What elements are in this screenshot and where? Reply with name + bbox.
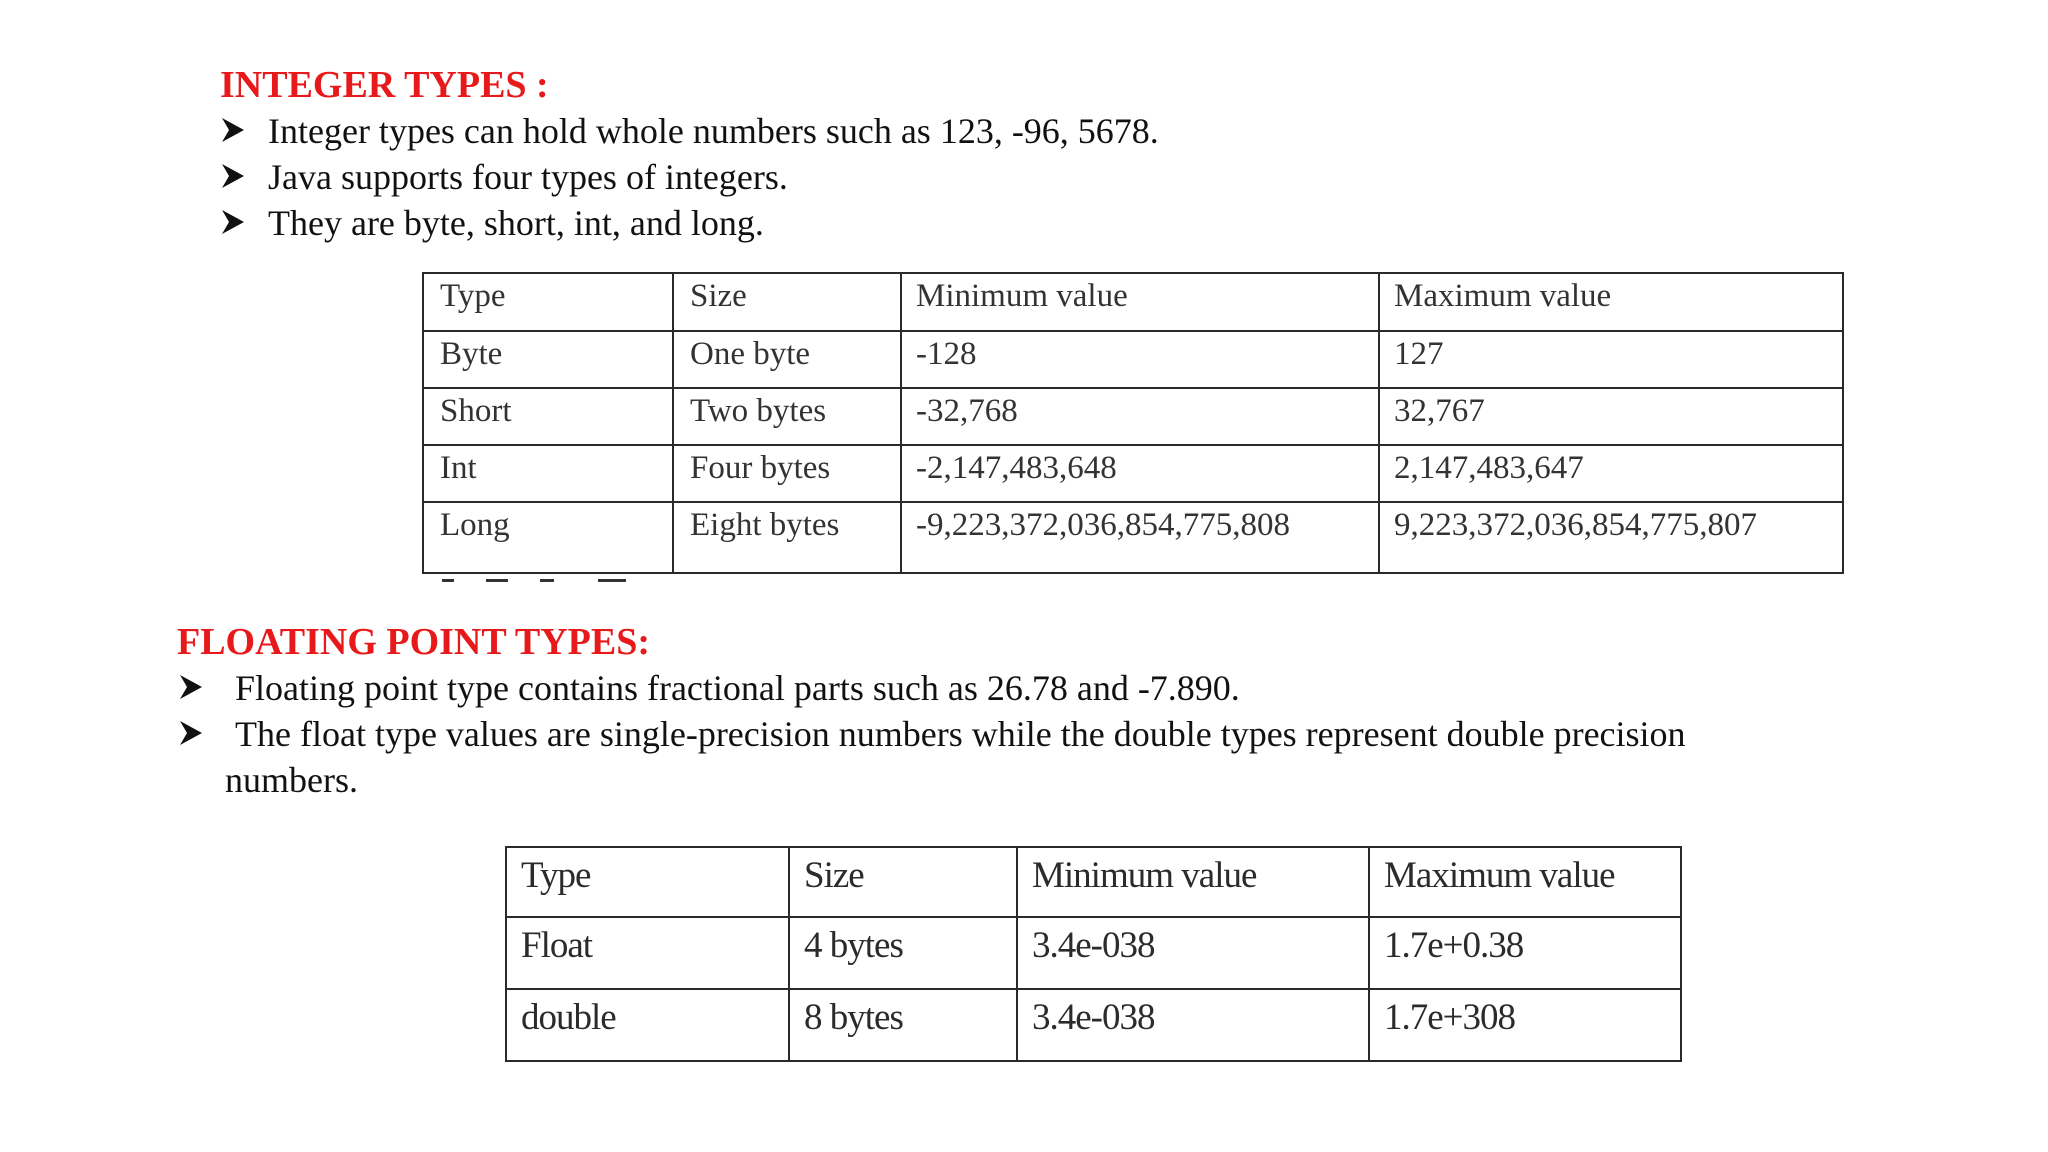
floating-point-types-heading: FLOATING POINT TYPES: xyxy=(177,621,650,663)
cropped-text-fragment xyxy=(486,579,508,582)
table-row xyxy=(423,331,1843,388)
arrowhead-bullet-icon xyxy=(222,164,244,188)
table-cell: 8 bytes xyxy=(789,989,1017,1061)
table-cell: -9,223,372,036,854,775,808 xyxy=(901,502,1379,573)
table-row xyxy=(423,445,1843,502)
float-bullet-2-continuation: numbers. xyxy=(225,760,358,800)
integer-bullet-2: Java supports four types of integers. xyxy=(268,157,788,197)
arrowhead-bullet-icon xyxy=(180,675,202,699)
table-row xyxy=(423,502,1843,573)
integer-bullet-1: Integer types can hold whole numbers such as 123, -96, 5678. xyxy=(268,111,1159,151)
table-header-row xyxy=(506,847,1681,917)
table-row xyxy=(506,989,1681,1061)
header-cell: Maximum value xyxy=(1379,273,1843,331)
cropped-text-fragment xyxy=(442,579,454,582)
table-cell: 3.4e-038 xyxy=(1017,989,1369,1061)
table-cell: 2,147,483,647 xyxy=(1379,445,1843,502)
table-cell: 127 xyxy=(1379,331,1843,388)
table-cell: Four bytes xyxy=(673,445,901,502)
integer-types-heading: INTEGER TYPES : xyxy=(220,64,549,106)
integer-types-table xyxy=(422,272,1844,574)
cropped-text-fragment xyxy=(598,579,626,582)
arrowhead-bullet-icon xyxy=(222,210,244,234)
table-cell: -32,768 xyxy=(901,388,1379,445)
table-cell: Float xyxy=(506,917,789,989)
header-cell: Type xyxy=(423,273,673,331)
table-header-row xyxy=(423,273,1843,331)
table-cell: 1.7e+0.38 xyxy=(1369,917,1681,989)
float-bullet-2: The float type values are single-precision numbers while the double types represent double precision xyxy=(235,714,1686,754)
table-cell: 9,223,372,036,854,775,807 xyxy=(1379,502,1843,573)
header-cell: Size xyxy=(789,847,1017,917)
table-row xyxy=(423,388,1843,445)
header-cell: Size xyxy=(673,273,901,331)
table-cell: -2,147,483,648 xyxy=(901,445,1379,502)
table-cell: -128 xyxy=(901,331,1379,388)
table-cell: Two bytes xyxy=(673,388,901,445)
header-cell: Maximum value xyxy=(1369,847,1681,917)
table-cell: 32,767 xyxy=(1379,388,1843,445)
table-cell: Byte xyxy=(423,331,673,388)
arrowhead-bullet-icon xyxy=(222,118,244,142)
table-cell: One byte xyxy=(673,331,901,388)
header-cell: Minimum value xyxy=(901,273,1379,331)
table-cell: Short xyxy=(423,388,673,445)
table-cell: double xyxy=(506,989,789,1061)
table-cell: 4 bytes xyxy=(789,917,1017,989)
table-cell: Eight bytes xyxy=(673,502,901,573)
table-cell: Int xyxy=(423,445,673,502)
integer-bullet-3: They are byte, short, int, and long. xyxy=(268,203,764,243)
table-cell: Long xyxy=(423,502,673,573)
table-row xyxy=(506,917,1681,989)
arrowhead-bullet-icon xyxy=(180,721,202,745)
table-cell: 1.7e+308 xyxy=(1369,989,1681,1061)
header-cell: Minimum value xyxy=(1017,847,1369,917)
table-cell: 3.4e-038 xyxy=(1017,917,1369,989)
float-bullet-1: Floating point type contains fractional parts such as 26.78 and -7.890. xyxy=(235,668,1240,708)
floating-point-types-table xyxy=(505,846,1682,1062)
header-cell: Type xyxy=(506,847,789,917)
cropped-text-fragment xyxy=(540,579,554,582)
